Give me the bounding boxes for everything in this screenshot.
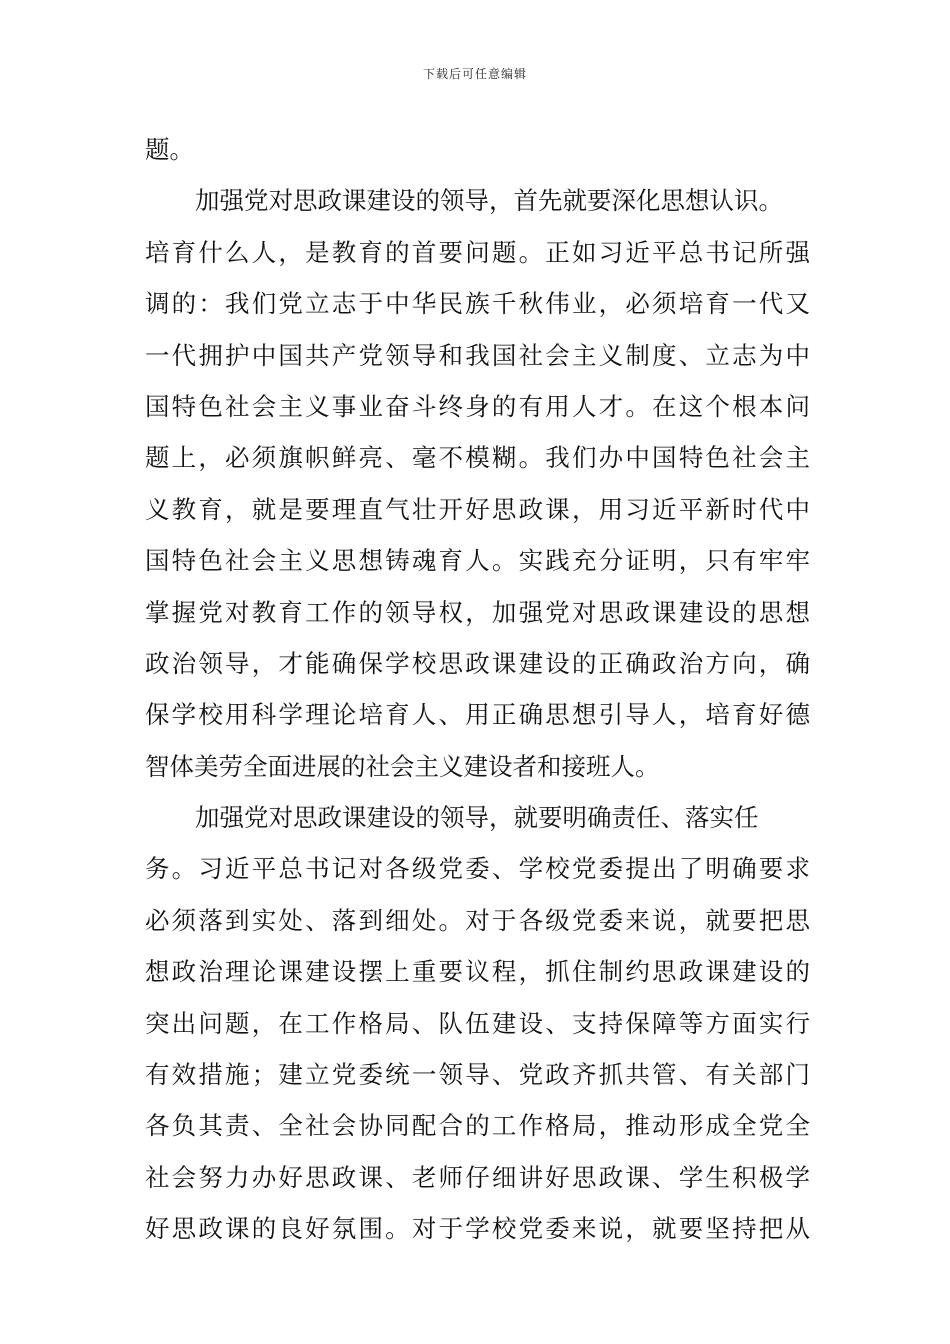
- text-line: 有效措施；建立党委统一领导、党政齐抓共管、有关部门: [145, 1060, 810, 1090]
- text-line: 社会努力办好思政课、老师仔细讲好思政课、学生积极学: [145, 1162, 810, 1192]
- text-line: 突出问题，在工作格局、队伍建设、支持保障等方面实行: [145, 1008, 810, 1038]
- text-line: 义教育，就是要理直气壮开好思政课，用习近平新时代中: [145, 494, 810, 524]
- text-line: 好思政课的良好氛围。对于学校党委来说，就要坚持把从: [145, 1214, 810, 1244]
- text-line: 题上，必须旗帜鲜亮、毫不模糊。我们办中国特色社会主: [145, 443, 810, 473]
- document-body: [145, 124, 810, 1255]
- text-line: 智体美劳全面进展的社会主义建设者和接班人。: [145, 751, 660, 781]
- text-line: 国特色社会主义事业奋斗终身的有用人才。在这个根本问: [145, 391, 810, 421]
- text-line: 培育什么人，是教育的首要问题。正如习近平总书记所强: [145, 237, 810, 267]
- text-line: 必须落到实处、落到细处。对于各级党委来说，就要把思: [145, 905, 810, 935]
- text-line: 调的：我们党立志于中华民族千秋伟业，必须培育一代又: [145, 289, 810, 319]
- text-line: 一代拥护中国共产党领导和我国社会主义制度、立志为中: [145, 340, 810, 370]
- text-line: 保学校用科学理论培育人、用正确思想引导人，培育好德: [145, 700, 810, 730]
- text-line: 想政治理论课建设摆上重要议程，抓住制约思政课建设的: [145, 957, 810, 987]
- text-line: 务。习近平总书记对各级党委、学校党委提出了明确要求: [145, 854, 810, 884]
- text-line: 掌握党对教育工作的领导权，加强党对思政课建设的思想: [145, 597, 810, 627]
- paragraph-start-line: 加强党对思政课建设的领导，就要明确责任、落实任: [195, 803, 759, 833]
- text-line: 题。: [145, 135, 194, 164]
- text-line: 国特色社会主义思想铸魂育人。实践充分证明，只有牢牢: [145, 546, 810, 576]
- page-header: 下载后可任意编辑: [422, 67, 527, 81]
- paragraph-start-line: 加强党对思政课建设的领导，首先就要深化思想认识。: [195, 186, 783, 216]
- text-line: 各负其责、全社会协同配合的工作格局，推动形成全党全: [145, 1111, 810, 1141]
- text-line: 政治领导，才能确保学校思政课建设的正确政治方向，确: [145, 648, 810, 678]
